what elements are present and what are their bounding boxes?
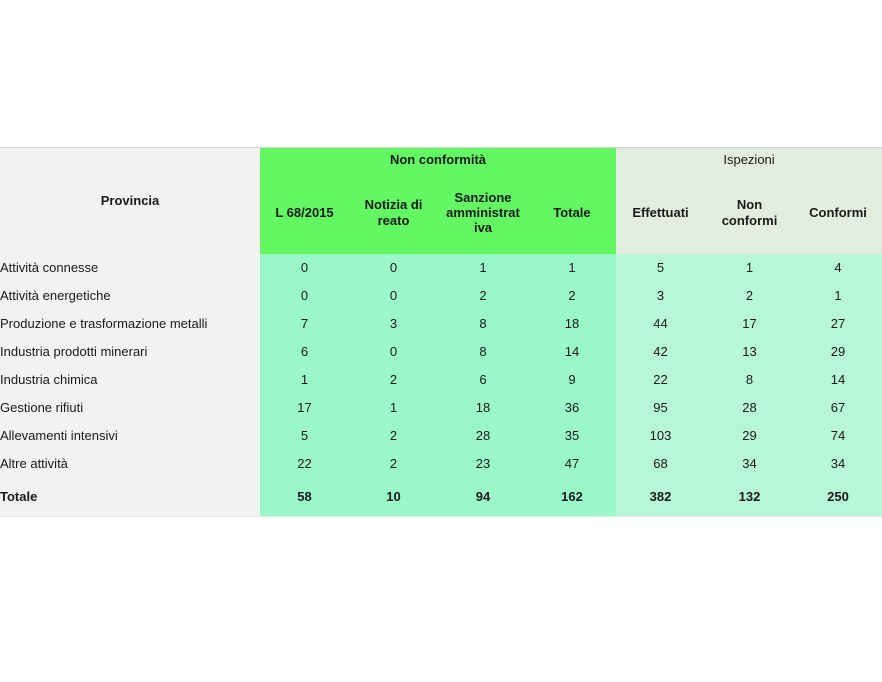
row-header-label: Provincia <box>100 193 160 209</box>
group-header-row <box>0 148 882 172</box>
table-row <box>0 366 882 394</box>
row-label: Attività connesse <box>0 254 260 282</box>
cell-totale: 35 <box>528 422 616 450</box>
cell-effettuati: 5 <box>616 254 705 282</box>
table-row <box>0 450 882 478</box>
cell-totale: 162 <box>528 478 616 517</box>
row-label: Attività energetiche <box>0 282 260 310</box>
cell-totale: 14 <box>528 338 616 366</box>
row-label: Gestione rifiuti <box>0 394 260 422</box>
row-label: Produzione e trasformazione metalli <box>0 310 260 338</box>
cell-non-conformi: 8 <box>705 366 794 394</box>
cell-notizia-di-reato: 1 <box>349 394 438 422</box>
cell-notizia-di-reato: 0 <box>349 282 438 310</box>
cell-conformi: 27 <box>794 310 882 338</box>
cell-non-conformi: 1 <box>705 254 794 282</box>
cell-conformi: 1 <box>794 282 882 310</box>
row-header-corner <box>0 148 260 255</box>
cell-effettuati: 44 <box>616 310 705 338</box>
cell-notizia-di-reato: 0 <box>349 338 438 366</box>
cell-non-conformi: 34 <box>705 450 794 478</box>
cell-effettuati: 95 <box>616 394 705 422</box>
table-row <box>0 310 882 338</box>
cell-sanzione-amministrativa: 18 <box>438 394 528 422</box>
cell-l-68-2015: 0 <box>260 254 349 282</box>
cell-l-68-2015: 5 <box>260 422 349 450</box>
cell-l-68-2015: 1 <box>260 366 349 394</box>
table-row <box>0 282 882 310</box>
cell-totale: 2 <box>528 282 616 310</box>
cell-totale: 36 <box>528 394 616 422</box>
table-total-row <box>0 478 882 517</box>
row-label: Totale <box>0 478 260 517</box>
cell-totale: 9 <box>528 366 616 394</box>
cell-sanzione-amministrativa: 28 <box>438 422 528 450</box>
cell-l-68-2015: 17 <box>260 394 349 422</box>
cell-notizia-di-reato: 10 <box>349 478 438 517</box>
cell-sanzione-amministrativa: 8 <box>438 338 528 366</box>
column-header-notizia-di-reato: Notizia di reato <box>349 171 438 254</box>
cell-non-conformi: 132 <box>705 478 794 517</box>
table-row <box>0 422 882 450</box>
cell-totale: 18 <box>528 310 616 338</box>
group-header-ispezioni: Ispezioni <box>616 148 882 172</box>
table-row <box>0 254 882 282</box>
cell-l-68-2015: 22 <box>260 450 349 478</box>
cell-totale: 47 <box>528 450 616 478</box>
cell-totale: 1 <box>528 254 616 282</box>
cell-sanzione-amministrativa: 2 <box>438 282 528 310</box>
cell-conformi: 250 <box>794 478 882 517</box>
cell-non-conformi: 28 <box>705 394 794 422</box>
cell-sanzione-amministrativa: 23 <box>438 450 528 478</box>
cell-l-68-2015: 7 <box>260 310 349 338</box>
cell-non-conformi: 17 <box>705 310 794 338</box>
row-label: Industria prodotti minerari <box>0 338 260 366</box>
cell-non-conformi: 29 <box>705 422 794 450</box>
cell-sanzione-amministrativa: 6 <box>438 366 528 394</box>
cell-effettuati: 382 <box>616 478 705 517</box>
cell-notizia-di-reato: 2 <box>349 450 438 478</box>
cell-l-68-2015: 6 <box>260 338 349 366</box>
statistics-table-container <box>0 147 882 517</box>
column-header-totale: Totale <box>528 171 616 254</box>
cell-sanzione-amministrativa: 8 <box>438 310 528 338</box>
column-header-non-conformi: Non conformi <box>705 171 794 254</box>
cell-non-conformi: 13 <box>705 338 794 366</box>
cell-sanzione-amministrativa: 1 <box>438 254 528 282</box>
table-row <box>0 338 882 366</box>
cell-conformi: 34 <box>794 450 882 478</box>
cell-notizia-di-reato: 0 <box>349 254 438 282</box>
cell-sanzione-amministrativa: 94 <box>438 478 528 517</box>
cell-notizia-di-reato: 3 <box>349 310 438 338</box>
column-header-l68-2015: L 68/2015 <box>260 171 349 254</box>
column-header-effettuati: Effettuati <box>616 171 705 254</box>
cell-effettuati: 22 <box>616 366 705 394</box>
cell-non-conformi: 2 <box>705 282 794 310</box>
cell-conformi: 14 <box>794 366 882 394</box>
table-body <box>0 254 882 517</box>
cell-l-68-2015: 58 <box>260 478 349 517</box>
cell-conformi: 67 <box>794 394 882 422</box>
cell-l-68-2015: 0 <box>260 282 349 310</box>
cell-effettuati: 3 <box>616 282 705 310</box>
row-label: Industria chimica <box>0 366 260 394</box>
table-row <box>0 394 882 422</box>
cell-conformi: 74 <box>794 422 882 450</box>
table-header <box>0 148 882 255</box>
cell-effettuati: 68 <box>616 450 705 478</box>
cell-notizia-di-reato: 2 <box>349 422 438 450</box>
row-label: Altre attività <box>0 450 260 478</box>
cell-effettuati: 42 <box>616 338 705 366</box>
column-header-conformi: Conformi <box>794 171 882 254</box>
cell-effettuati: 103 <box>616 422 705 450</box>
cell-conformi: 29 <box>794 338 882 366</box>
inspections-statistics-table <box>0 147 882 517</box>
group-header-non-conformita: Non conformità <box>260 148 616 172</box>
column-header-sanzione-amministrativa: Sanzione amministrat iva <box>438 171 528 254</box>
cell-notizia-di-reato: 2 <box>349 366 438 394</box>
cell-conformi: 4 <box>794 254 882 282</box>
row-label: Allevamenti intensivi <box>0 422 260 450</box>
